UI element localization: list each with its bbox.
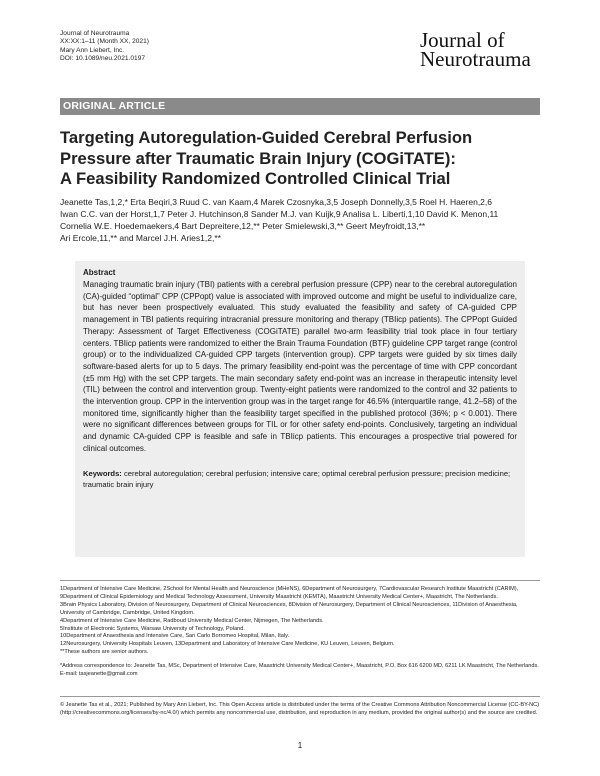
abstract-box — [75, 261, 525, 557]
abstract-text: Managing traumatic brain injury (TBI) patients with a cerebral perfusion pressure (CPP) near to the cerebral autoregulation (CA)-guided “optimal” CPP (CPPopt) value is associated with improved outcome and might be useful to individualize care, but has never been prospectively evaluated. This study evaluated the feasibility and safety of CA-guided CPP management in TBI patients requiring intracranial pressure monitoring and therapy (TBIicp patients). The CPPopt Guided Therapy: Assessment of Target Effectiveness (COGiTATE) parallel two-arm feasibility trial took place in four tertiary centers. TBIicp patients were randomized to either the Brain Trauma Foundation (BTF) guideline CPP target range (control group) or to the individualized CA-guided CPP targets (intervention group). CPP targets were guided by six times daily software-based alerts for up to 5 days. The primary feasibility end-point was the percentage of time with CPP concordant (±5 mm Hg) with the set CPP targets. The main secondary safety end-point was an increase in therapeutic intensity level (TIL) between the control and intervention group. Twenty-eight patients were randomized to the control and 32 patients to the intervention group. CPP in the intervention group was in the target range for 46.5% (interquartile range, 41.2–58) of the monitored time, significantly higher than the feasibility target specified in the published protocol (36%; p < 0.001). There were no significant differences between groups for TIL or for other safety end-points. Conclusively, targeting an individual and dynamic CA-guided CPP is feasible and safe in TBIicp patients. This encourages a prospective trial powered for clinical outcomes. — [83, 280, 517, 453]
logo-line-2: Neurotrauma — [420, 47, 531, 71]
publisher: Mary Ann Liebert, Inc. — [60, 46, 125, 54]
keywords-text: cerebral autoregulation; cerebral perfusion; intensive care; optimal cerebral perfusion pressure; precision medicine; traumatic brain injury — [83, 468, 511, 489]
author-line: Cornelia W.E. Hoedemaekers,4 Bart Depreitere,12,** Peter Smielewski,3,** Geert Meyfroidt,13,** — [60, 221, 426, 231]
keywords-label: Keywords: — [83, 468, 122, 478]
title-line: Pressure after Traumatic Brain Injury (COGiTATE): — [60, 148, 456, 168]
affiliation: 12Neurosurgery, University Hospitals Leuven, 13Department and Laboratory of Intensive Care Medicine, KU Leuven, Leuven, Belgium. — [60, 641, 395, 648]
license-divider — [60, 696, 540, 697]
affiliation: 3Brain Physics Laboratory, Division of Neurosurgery, Department of Clinical Neurosciences, 8Division of Neurosurgery, Department of Clinical Neurosciences, 11Division of Anaesthesia, University of Cambridge, Cambridge, United Kingdom. — [60, 601, 518, 616]
volume-info: XX:XX:1–11 (Month XX, 2021) — [60, 38, 149, 46]
logo-line-1: Journal of — [420, 28, 505, 52]
correspondence: *Address correspondence to: Jeanette Tas, MSc, Department of Intensive Care, Maastricht University Medical Center+, Maastricht, P.O. Box 616 6200 MD, 6211 LK Maastricht, The Netherlands. E-mail: tasjeanette@gmail.com — [60, 663, 539, 678]
affiliation: 5Institute of Electronic Systems, Warsaw University of Technology, Poland. — [60, 625, 245, 632]
article-title — [60, 128, 540, 190]
affiliation: 1Department of Intensive Care Medicine, 2School for Mental Health and Neuroscience (MHeNS), 6Department of Neurosurgery, 7Cardiovascular Research Institute Maastricht (CARIM), 9Department of Clinical Epidemiology and Medical Technology Assessment, University Maastricht (KEMTA), Maastricht University Medical Center+, Maastricht, The Netherlands. — [60, 586, 519, 600]
affiliation: 10Department of Anaesthesia and Intensive Care, San Carlo Borromeo Hospital, Milan, Italy. — [60, 633, 290, 640]
affiliation: 4Department of Intensive Care Medicine, Radboud University Medical Center, Nijmegen, The Netherlands. — [60, 617, 324, 624]
journal-name: Journal of Neurotrauma — [60, 30, 130, 37]
abstract-heading: Abstract — [83, 268, 116, 277]
article-type-banner: ORIGINAL ARTICLE — [60, 98, 540, 115]
author-list — [60, 196, 540, 244]
author-line: Iwan C.C. van der Horst,1,7 Peter J. Hutchinson,8 Sander M.J. van Kuijk,9 Analisa L. Liberti,1,10 David K. Menon,11 — [60, 209, 499, 219]
senior-authors-note: **These authors are senior authors. — [60, 649, 149, 656]
footnote-divider — [60, 580, 540, 581]
doi[interactable]: DOI: 10.1089/neu.2021.0197 — [60, 55, 146, 63]
author-line: Jeanette Tas,1,2,* Erta Beqiri,3 Ruud C. van Kaam,4 Marek Czosnyka,3,5 Joseph Donnelly,3,5 Roel H. Haeren,2,6 — [60, 197, 493, 207]
page-number: 1 — [297, 741, 303, 750]
title-line: A Feasibility Randomized Controlled Clinical Trial — [60, 169, 451, 188]
article-meta — [60, 30, 149, 64]
keywords — [83, 468, 517, 490]
journal-logo — [420, 28, 540, 71]
title-line: Targeting Autoregulation-Guided Cerebral Perfusion — [60, 128, 473, 147]
affiliations — [60, 586, 540, 679]
license-text: © Jeanette Tas et al., 2021; Published by Mary Ann Liebert, Inc. This Open Access article is distributed under the terms of the Creative Commons Attribution Noncommercial License (CC-BY-NC) (http://creativecommons.org/licenses/by-nc/4.0/) which permits any noncommercial use, distribution, and reproduction in any medium, provided the original author(s) and the source are credited. — [60, 702, 540, 716]
author-line: Ari Ercole,11,** and Marcel J.H. Aries1,2,** — [60, 233, 221, 243]
